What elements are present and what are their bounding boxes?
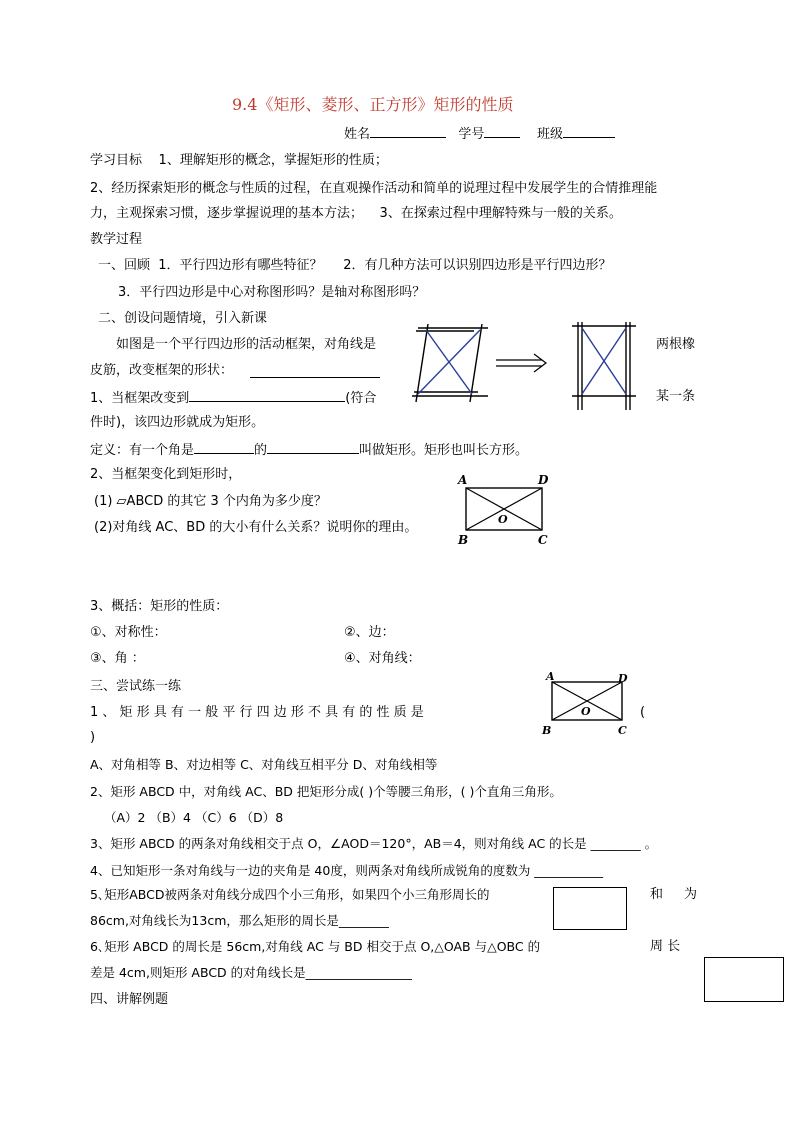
label-c-2: C [618,724,627,737]
practice-q6a: 6､矩形 ABCD 的周长是 56cm,对角线 AC 与 BD 相交于点 O,△OAB 与△OBC 的 [90,939,541,954]
name-label: 姓名 [344,127,371,142]
practice-q1-paren: ( [640,705,646,720]
review-line1 [98,257,612,275]
page-title: 9.4《矩形、菱形、正方形》矩形的性质 [232,95,514,114]
answer-box-q6[interactable] [704,957,784,1002]
summary-p3: ③、角 ： [90,651,145,666]
label-a-2: A [546,670,555,683]
rectangle-abcd-figure [456,472,552,548]
p3-blank[interactable] [189,388,345,402]
class-label: 班级 [536,127,563,142]
summary-p2: ②、边： [344,625,395,640]
process-heading: 教学过程 [90,232,143,247]
review-q2: 2．有几种方法可以识别四边形是平行四边形？ [343,258,612,273]
p3b: (符合 [345,391,377,406]
summary-heading: 3、概括：矩形的性质： [90,599,229,614]
practice-q2-options: （A）2 （B）4 （C）6 （D）8 [104,810,284,825]
section2-p1a: 如图是一个平行四边形的活动框架，对角线是 [116,337,377,352]
goal-1: 1、理解矩形的概念，掌握矩形的性质； [158,153,388,168]
name-blank[interactable] [370,124,446,138]
practice-heading: 三、尝试练一练 [90,679,182,694]
practice-q6c: 差是 4cm,则矩形 ABCD 的对角线长是_________________ [90,965,412,980]
class-blank[interactable] [563,124,615,138]
summary-p1: ①、对称性： [90,625,167,640]
section4-heading: 四、讲解例题 [90,992,169,1007]
goal-2a: 2、经历探索矩形的概念与性质的过程，在直观操作活动和简单的说理过程中发展学生的合情推理能 [90,181,658,196]
def-a: 定义：有一个角是 [90,443,195,458]
def-c: 叫做矩形。矩形也叫长方形。 [359,443,529,458]
practice-q4: 4、已知矩形一条对角线与一边的夹角是 40度，则两条对角线所成锐角的度数为 ___________ [90,863,604,878]
section2-p4: 件时)，该四边形就成为矩形。 [90,415,265,430]
section2-s2: 2、当框架变化到矩形时， [90,467,242,482]
practice-q5c: 为 [684,887,698,902]
student-info [344,124,615,144]
section2-s2q1: (1) ▱ABCD 的其它 3 个内角为多少度？ [94,494,327,509]
def-blank2[interactable] [267,440,359,454]
goals-line1 [90,152,388,170]
review-q1: 1．平行四边形有哪些特征？ [158,258,323,273]
label-b: B [458,533,469,547]
label-b-2: B [542,724,552,737]
def-blank1[interactable] [194,440,254,454]
section2-p2: 皮筋，改变框架的形状： [90,363,234,378]
definition [90,440,528,460]
section2-heading: 二、创设问题情境，引入新课 [98,311,268,326]
label-o-2: O [581,705,591,718]
id-label: 学号 [458,127,485,142]
practice-q1-options: A、对角相等 B、对边相等 C、对角线互相平分 D、对角线相等 [90,757,438,772]
practice-q5a: 5､矩形ABCD被两条对角线分成四个小三角形，如果四个小三角形周长的 [90,887,490,902]
section2-p3c: 某一条 [656,389,696,404]
frame-figure [408,322,640,414]
goals-label: 学习目标 [90,153,143,168]
answer-box-q5[interactable] [553,887,627,930]
practice-q5b: 和 [650,887,664,902]
section2-p1b: 两根橡 [656,337,696,352]
label-c: C [538,533,548,547]
goal-2b: 力，主观探索习惯，逐步掌握说理的基本方法； [90,206,364,221]
p2-blank[interactable] [250,364,380,378]
review-q3: 3．平行四边形是中心对称图形吗？是轴对称图形吗？ [118,285,426,300]
section2-p3 [90,388,376,408]
label-o: O [498,513,508,526]
label-d: D [538,473,549,487]
practice-q5d: 86cm,对角线长为13cm，那么矩形的周长是________ [90,913,389,928]
summary-p4: ④、对角线： [344,651,421,666]
goals-line3 [90,205,622,223]
def-b: 的 [254,443,268,458]
goal-3: 3、在探索过程中理解特殊与一般的关系。 [379,206,622,221]
review-label: 一、回顾 [98,258,151,273]
practice-q6b: 周 长 [650,939,681,954]
section2-s2q2: (2)对角线 AC、BD 的大小有什么关系？说明你的理由。 [94,520,418,535]
practice-q1-close: ) [90,730,96,745]
label-d-2: D [618,672,628,685]
practice-q1: 1 、 矩 形 具 有 一 般 平 行 四 边 形 不 具 有 的 性 质 是 [90,705,424,720]
label-a: A [458,473,468,487]
p3a: 1、当框架改变到 [90,391,190,406]
rectangle-abcd-figure-2 [540,668,636,738]
id-blank[interactable] [484,124,520,138]
practice-q3: 3、矩形 ABCD 的两条对角线相交于点 O，∠AOD＝120°，AB＝4，则对角线 AC 的长是 ________ 。 [90,836,658,851]
practice-q2: 2、矩形 ABCD 中，对角线 AC、BD 把矩形分成( )个等腰三角形，( )个直角三角形。 [90,784,562,799]
